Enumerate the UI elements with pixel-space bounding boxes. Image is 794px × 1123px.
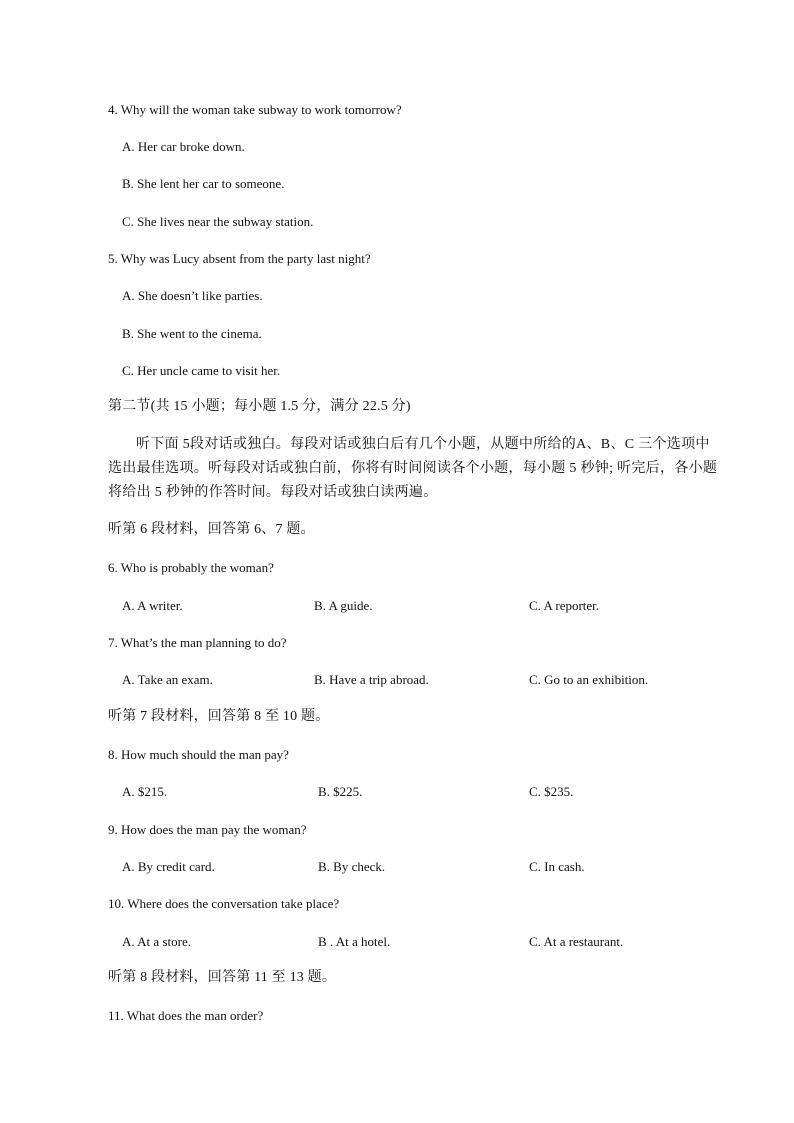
option-5c: C. Her uncle came to visit her. [122,363,281,378]
option-10c: C. At a restaurant. [529,934,624,949]
option-8c: C. $235. [529,784,574,799]
question-8: 8. How much should the man pay? [108,747,289,762]
question-6: 6. Who is probably the woman? [108,560,274,575]
option-7b: B. Have a trip abroad. [314,672,429,687]
option-7c: C. Go to an exhibition. [529,672,649,687]
section-2-header: 第二节(共 15 小题；每小题 1.5 分，满分 22.5 分) [108,399,411,414]
question-5: 5. Why was Lucy absent from the party last night? [108,251,371,266]
question-7: 7. What’s the man planning to do? [108,635,287,650]
option-4a: A. Her car broke down. [122,139,245,154]
part-8-heading: 听第 8 段材料，回答第 11 至 13 题。 [108,970,337,985]
question-4: 4. Why will the woman take subway to work tomorrow? [108,102,402,117]
option-7a: A. Take an exam. [122,672,213,687]
option-10b: B . At a hotel. [318,934,391,949]
option-9a: A. By credit card. [122,859,215,874]
option-4c: C. She lives near the subway station. [122,214,314,229]
option-4b: B. She lent her car to someone. [122,176,285,191]
option-9c: C. In cash. [529,859,585,874]
option-8b: B. $225. [318,784,363,799]
question-9: 9. How does the man pay the woman? [108,822,307,837]
section-2-instructions: 听下面 5段对话或独白。每段对话或独白后有几个小题，从题中所给的A、B、C 三个选项中选出最佳选项。听每段对话或独白前，你将有时间阅读各个小题，每小题 5 秒钟; 听完后，各小题将给出 5 秒钟的作答时间。每段对话或独白读两遍。 [108,437,718,500]
option-6a: A. A writer. [122,598,183,613]
question-10: 10. Where does the conversation take place? [108,896,340,911]
option-9b: B. By check. [318,859,386,874]
part-7-heading: 听第 7 段材料，回答第 8 至 10 题。 [108,709,330,724]
option-6c: C. A reporter. [529,598,600,613]
option-6b: B. A guide. [314,598,373,613]
option-10a: A. At a store. [122,934,191,949]
part-6-heading: 听第 6 段材料，回答第 6、7 题。 [108,522,315,537]
question-11: 11. What does the man order? [108,1008,264,1023]
option-5b: B. She went to the cinema. [122,326,262,341]
option-5a: A. She doesn’t like parties. [122,288,263,303]
option-8a: A. $215. [122,784,168,799]
